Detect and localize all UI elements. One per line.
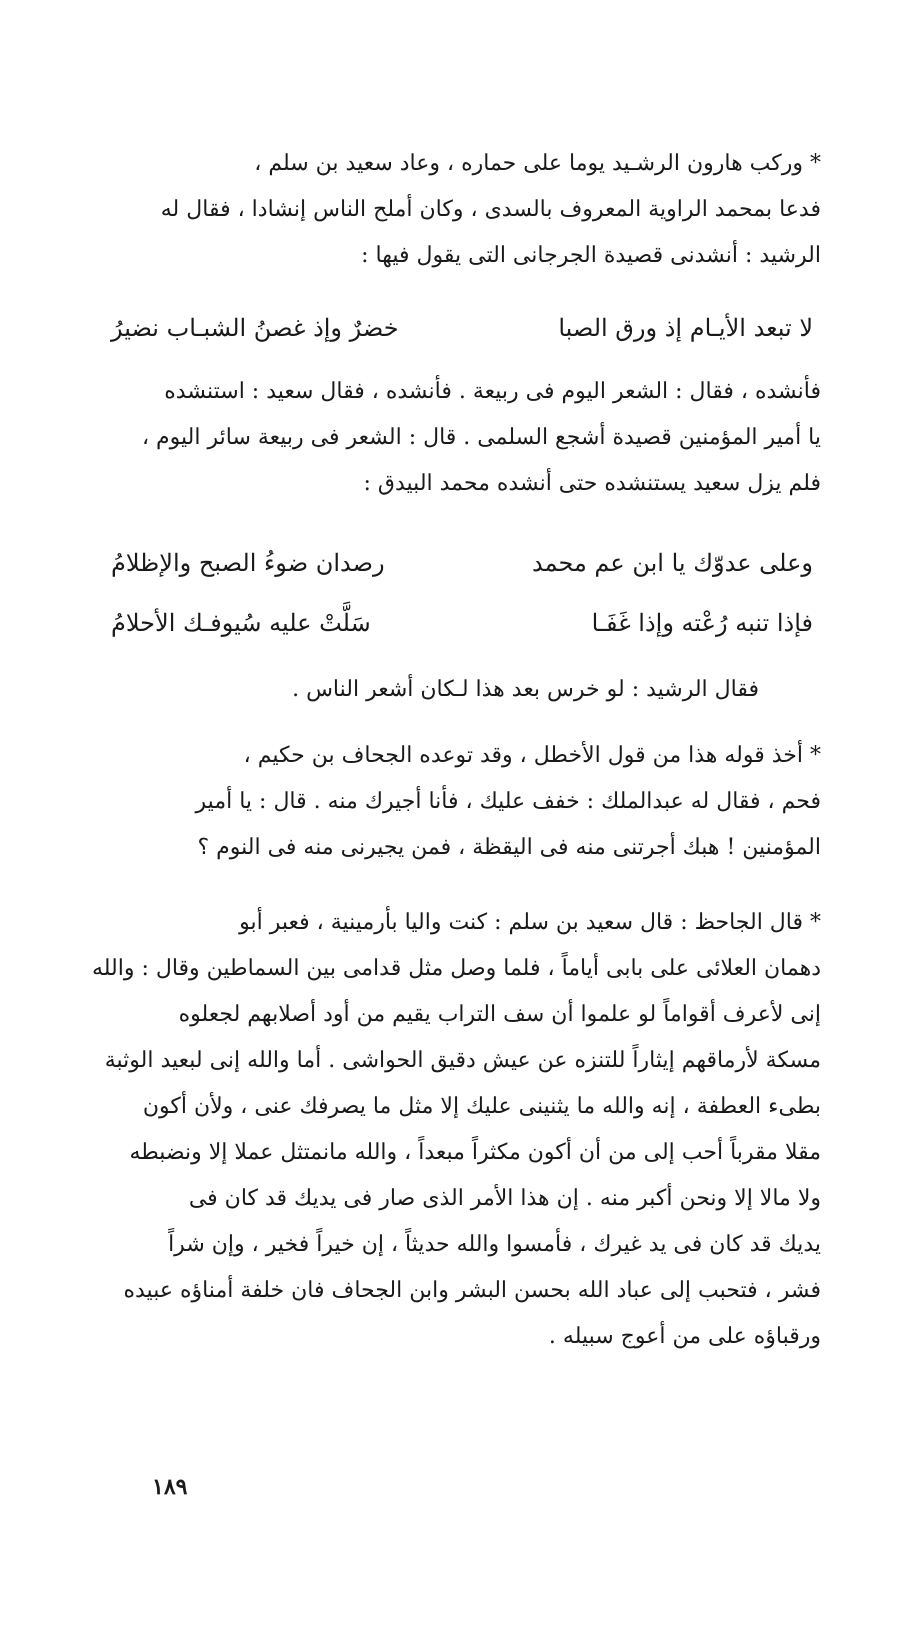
text-line: * وركب هارون الرشـيد يوما على حماره ، وعاد سعيد بن سلم ، bbox=[254, 151, 821, 176]
text-line: ورقباؤه على من أعوج سبيله . bbox=[548, 1324, 821, 1349]
text-line: الرشيد : أنشدنى قصيدة الجرجانى التى يقول فيها : bbox=[361, 243, 821, 268]
harun-closing-line: فقال الرشيد : لو خرس بعد هذا لـكان أشعر الناس . bbox=[292, 677, 759, 702]
verse-hemistich-first: وعلى عدوّك يا ابن عم محمد bbox=[531, 549, 813, 577]
text-line: مقلا مقرباً أحب إلى من أن أكون مكثراً مبعداً ، والله مانمتثل عملا إلا ونضبطه bbox=[129, 1140, 821, 1165]
verse-hemistich-second: خضرٌ وإذ غصنُ الشبـاب نضيرُ bbox=[111, 314, 399, 342]
paragraph-akhtal bbox=[81, 733, 821, 871]
text-line: فشر ، فتحبب إلى عباد الله بحسن البشر وابن الجحاف فان خلفة أمناؤه عبيده bbox=[123, 1278, 821, 1303]
verse-hemistich-first: فإذا تنبه رُعْته وإذا غَفَـا bbox=[591, 609, 813, 637]
text-line: فدعا بمحمد الراوية المعروف بالسدى ، وكان أملح الناس إنشادا ، فقال له bbox=[160, 197, 821, 222]
verse-hemistich-second: سَلَّتْ عليه سُيوفـك الأحلامُ bbox=[111, 609, 371, 637]
verse-hemistich-first: لا تبعد الأيـام إذ ورق الصبا bbox=[558, 314, 813, 342]
text-line: فأنشده ، فقال : الشعر اليوم فى ربيعة . فأنشده ، فقال سعيد : استنشده bbox=[164, 379, 821, 404]
verse-line-3 bbox=[81, 598, 821, 648]
paragraph-harun-intro bbox=[81, 141, 821, 279]
page-number: ١٨٩ bbox=[152, 1474, 188, 1500]
text-line: يديك قد كان فى يد غيرك ، فأمسوا والله حديثاً ، إن خيراً فخير ، وإن شراً bbox=[168, 1232, 821, 1257]
text-line: فحم ، فقال له عبدالملك : خفف عليك ، فأنا أجيرك منه . قال : يا أمير bbox=[195, 789, 821, 814]
text-line: * قال الجاحظ : قال سعيد بن سلم : كنت واليا بأرمينية ، فعبر أبو bbox=[239, 910, 821, 935]
text-line: * أخذ قوله هذا من قول الأخطل ، وقد توعده الجحاف بن حكيم ، bbox=[243, 743, 821, 768]
paragraph-harun-continued bbox=[81, 369, 821, 507]
text-line: يا أمير المؤمنين قصيدة أشجع السلمى . قال : الشعر فى ربيعة سائر اليوم ، bbox=[141, 425, 821, 450]
text-line: مسكة لأرماقهم إيثاراً للتنزه عن عيش دقيق الحواشى . أما والله إنى لبعيد الوثبة bbox=[104, 1048, 821, 1073]
text-line: فلم يزل سعيد يستنشده حتى أنشده محمد البيدق : bbox=[363, 471, 821, 496]
verse-hemistich-second: رصدان ضوءُ الصبح والإظلامُ bbox=[111, 549, 385, 577]
text-line: دهمان العلائى على بابى أياماً ، فلما وصل مثل قدامى بين السماطين وقال : والله bbox=[91, 956, 821, 981]
paragraph-jahiz bbox=[81, 900, 821, 1360]
text-line: المؤمنين ! هبك أجرتنى منه فى اليقظة ، فمن يجيرنى منه فى النوم ؟ bbox=[197, 835, 821, 860]
verse-line-2 bbox=[81, 538, 821, 588]
text-line: بطىء العطفة ، إنه والله ما يثنينى عليك إلا مثل ما يصرفك عنى ، ولأن أكون bbox=[142, 1094, 821, 1119]
verse-line-1 bbox=[81, 303, 821, 353]
text-line: إنى لأعرف أقواماً لو علموا أن سف التراب يقيم من أود أصلابهم لجعلوه bbox=[178, 1002, 821, 1027]
text-line: ولا مالا إلا ونحن أكبر منه . إن هذا الأمر الذى صار فى يديك قد كان فى bbox=[188, 1186, 821, 1211]
